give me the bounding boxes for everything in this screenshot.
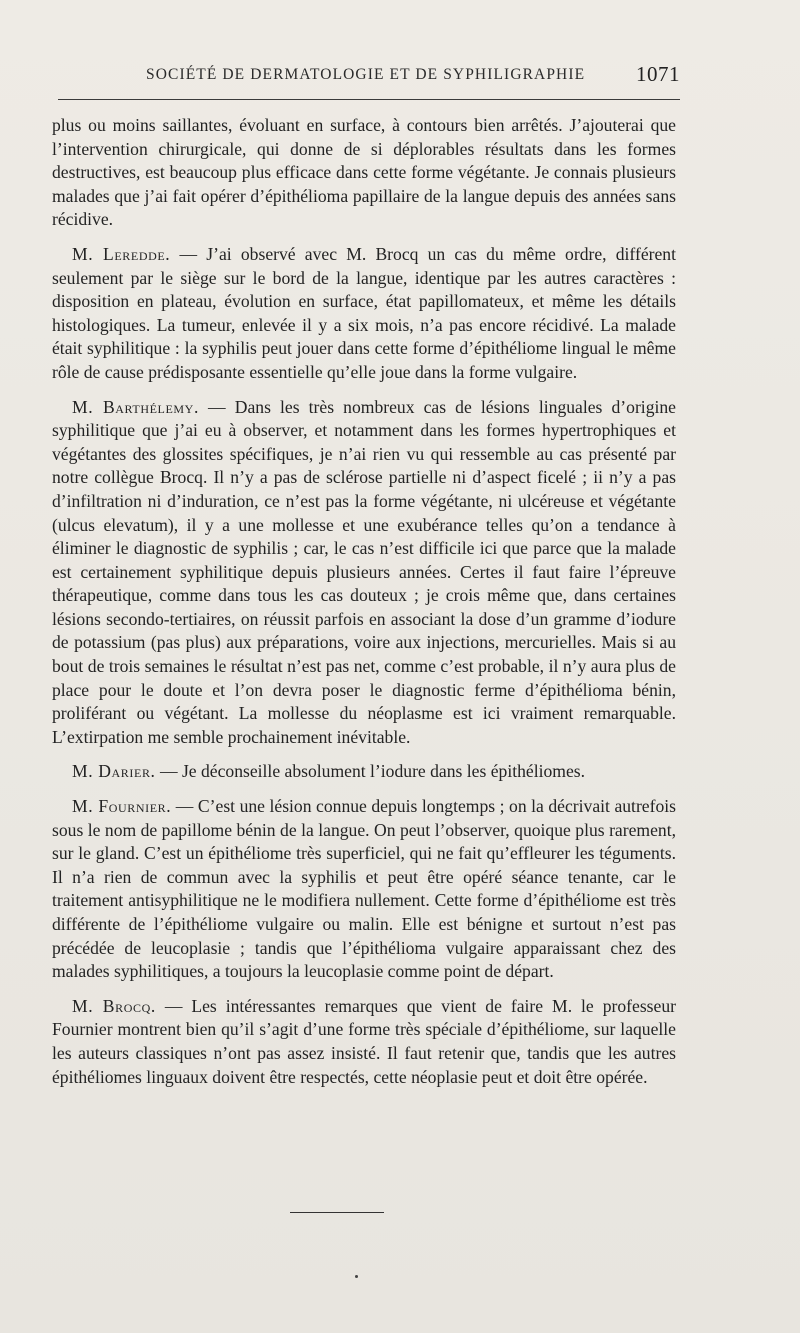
running-title: SOCIÉTÉ DE DERMATOLOGIE ET DE SYPHILIGRAPHIE — [146, 66, 586, 83]
paragraph-brocq — [52, 995, 676, 1089]
paragraph-lereddе — [52, 243, 676, 385]
print-speck — [355, 1275, 358, 1278]
paragraph-text: — J’ai observé avec M. Brocq un cas du même ordre, différent seulement par le siège sur le bord de la langue, identique par les autres caractères : disposition en plateau, évolution en surface, état papillomateux, et même les détails histologiques. La tumeur, enlevée il y a six mois, n’a pas encore récidivé. La malade était syphilitique : la syphilis peut jouer dans cette forme d’épithéliome lingual le même rôle de cause prédisposante essentielle qu’elle joue dans la forme vulgaire. — [52, 243, 676, 382]
paragraph-darier — [52, 760, 676, 784]
paragraph-text: — C’est une lésion connue depuis longtemps ; on la décrivait autrefois sous le nom de papillome bénin de la langue. On peut l’observer, quoique plus rarement, sur le gland. C’est un épithéliome très superficiel, qui ne fait qu’effleurer les téguments. Il n’a rien de commun avec la syphilis et peut être opéré séance tenante, car le traitement antisyphilitique ne le modifiera nullement. Cette forme d’épithéliome est très différente de l’épithéliome vulgaire ou malin. Elle est bénigne et surtout n’est pas précédée de leucoplasie ; tandis que l’épithélioma vulgaire apparaissant chez des malades syphilitiques, a toujours la leucoplasie comme point de départ. — [52, 796, 676, 982]
paragraph-text: plus ou moins saillantes, évoluant en surface, à contours bien arrêtés. J’ajouterai que l’intervention chirurgicale, qui donne de si déplorables résultats dans les formes destructives, est beaucoup plus efficace dans cette forme végétante. Je connais plusieurs malades que j’ai fait opérer d’épithélioma papillaire de la langue depuis des années sans récidive. — [52, 115, 676, 230]
speaker-name: M. Fournier. — [72, 796, 172, 817]
speaker-name: M. Darier. — [72, 761, 156, 782]
speaker-name: M. Brocq. — [72, 995, 156, 1016]
paragraph-barthelemy — [52, 396, 676, 750]
paragraph-continuation — [52, 114, 676, 232]
paragraph-text: — Je déconseille absolument l’iodure dans les épithéliomes. — [155, 761, 586, 782]
header-rule — [58, 99, 680, 100]
paragraph-text: — Dans les très nombreux cas de lésions linguales d’origine syphilitique que j’ai eu à observer, et notamment dans les formes hypertrophiques et végétantes des glossites spécifiques, je n’ai rien vu qui ressemble au cas présenté par notre collègue Brocq. Il n’y a pas de sclérose partielle ni d’aspect ficelé ; ii n’y a pas d’infiltration ni d’induration, ce n’est pas la forme végétante, ni ulcéreuse et végétante (ulcus elevatum), il y a une mollesse et une exubérance telles qu’on a tendance à éliminer le diagnostic de syphilis ; car, le cas n’est difficile ici que parce que la malade est certainement syphilitique depuis plusieurs années. Certes il faut faire l’épreuve thérapeutique, comme dans tous les cas douteux ; je crois même que, dans certaines lésions secondo-tertiaires, on réussit parfois en associant la dose d’un gramme d’iodure de potassium (pas plus) aux préparations, voire aux injections, mercurielles. Mais si au bout de trois semaines le résultat n’est pas net, comme c’est probable, il n’y aura plus de place pour le doute et l’on devra poser le diagnostic ferme d’épithélioma bénin, proliférant ou végétant. La mollesse du néoplasme est ici vraiment remarquable. L’extirpation me semble prochainement inévitable. — [52, 396, 676, 747]
paragraph-fournier — [52, 795, 676, 984]
speaker-name: M. Barthélemy. — [72, 396, 199, 417]
speaker-name: M. Lereddе. — [72, 243, 171, 264]
paragraph-text: — Les intéressantes remarques que vient de faire M. le professeur Fournier montrent bien qu’il s’agit d’une forme très spéciale d’épithéliome, sur laquelle les auteurs classiques n’ont pas assez insisté. Il faut retenir que, tandis que les autres épithéliomes linguaux doivent être respectés, cette néoplasie peut et doit être opérée. — [52, 995, 676, 1087]
page-number: 1071 — [636, 62, 680, 86]
article-body — [52, 114, 676, 1100]
page-header — [56, 62, 680, 90]
closing-rule — [290, 1212, 384, 1213]
